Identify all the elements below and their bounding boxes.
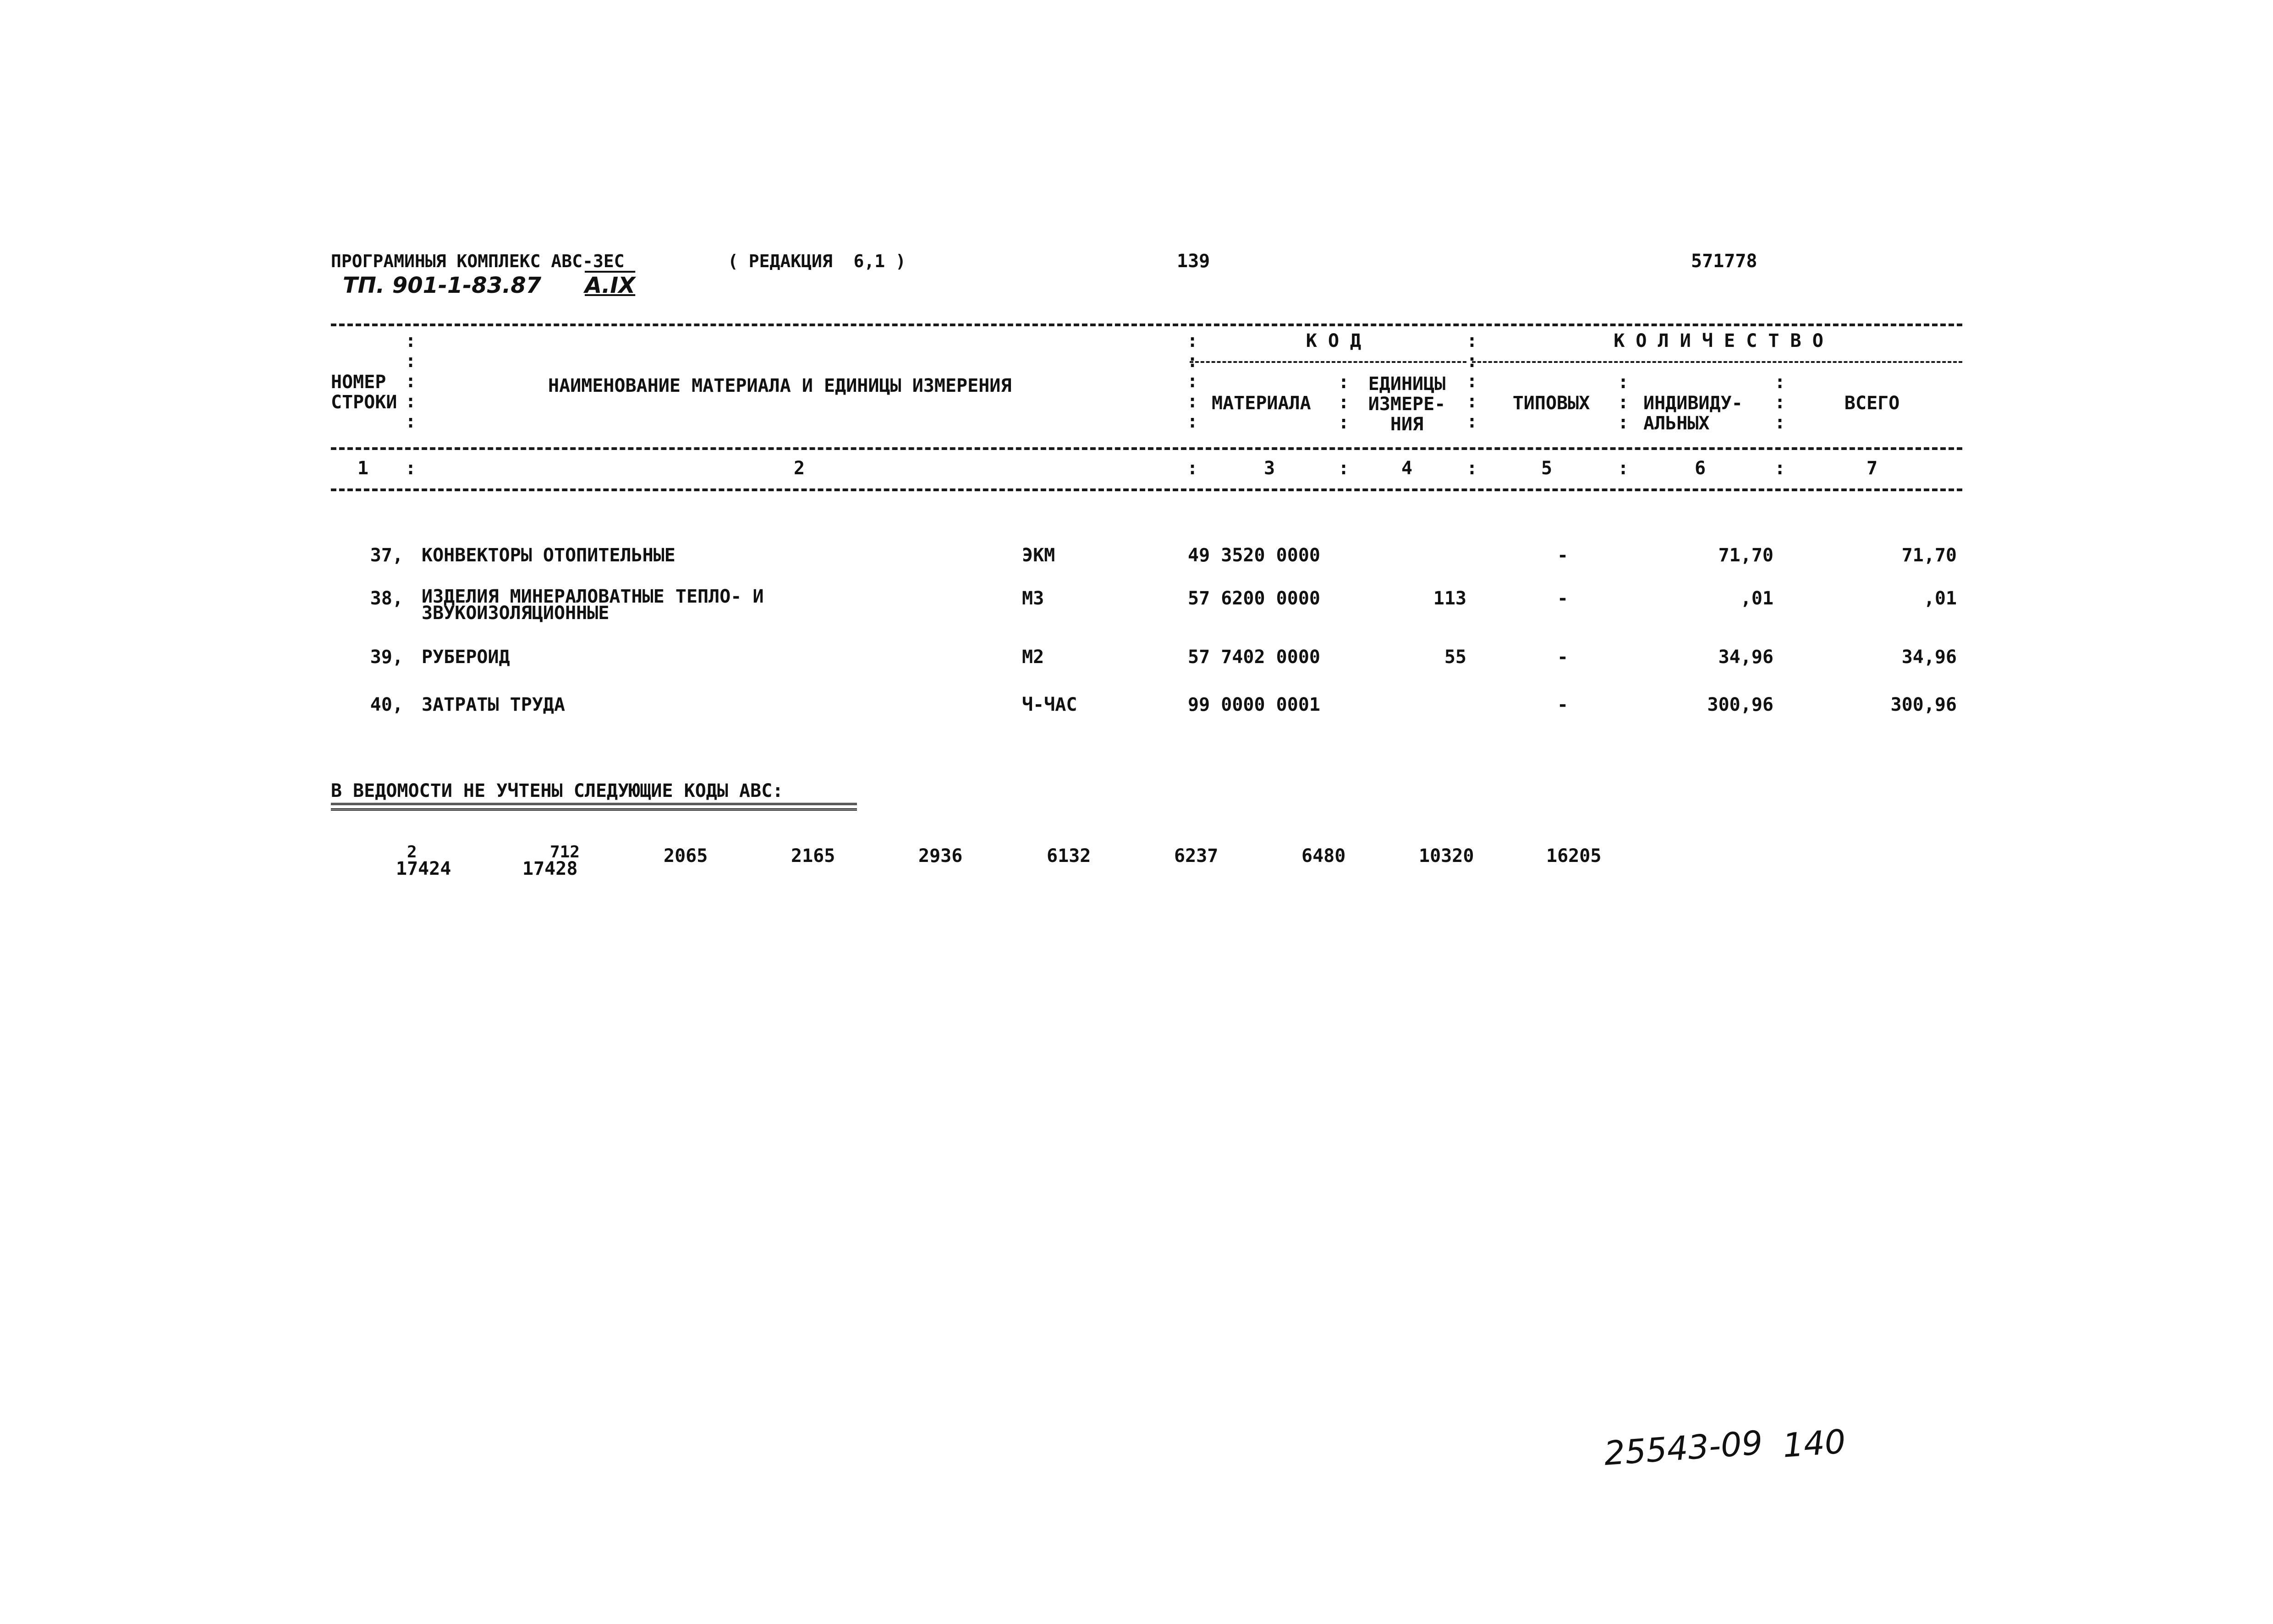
row-unit-code: 55 (1444, 647, 1466, 668)
sep-col1: : : : : : (405, 330, 417, 432)
col-number: 3 (1263, 458, 1275, 479)
code-item: 2936 (918, 845, 963, 867)
row-qty-total: 34,96 (1901, 647, 1957, 668)
row-qty-total: 300,96 (1890, 694, 1957, 715)
row-unit: М3 (1022, 588, 1044, 609)
col-number: 5 (1541, 458, 1553, 479)
col-number: 4 (1401, 458, 1413, 479)
col-numbers-bottom-rule (331, 488, 1962, 491)
col-number: 2 (793, 458, 805, 479)
code-item: 10320 (1419, 845, 1474, 867)
sep-num-4: : (1466, 458, 1478, 479)
row-material-code: 99 0000 0001 (1188, 694, 1320, 715)
row-unit-code: 113 (1433, 588, 1466, 609)
row-unit: ЭКМ (1022, 545, 1055, 566)
sep-num-3: : (1338, 458, 1350, 479)
edition-label: ( РЕДАКЦИЯ 6,1 ) (728, 251, 906, 271)
code-item: 6237 (1174, 845, 1219, 867)
row-qty-typical: - (1557, 647, 1569, 668)
code-item: 2065 (664, 845, 708, 867)
qty-group-rule (1472, 361, 1962, 363)
row-qty-total: 71,70 (1901, 545, 1957, 566)
title-double-rule (331, 803, 857, 805)
sep-num-6: : (1774, 458, 1786, 479)
header-bottom-rule (331, 447, 1962, 450)
sep-num-1: : (405, 458, 417, 479)
code-group-rule (1190, 361, 1466, 363)
sep-col2: : : : : : (1187, 330, 1198, 432)
title-double-rule-2 (331, 808, 857, 811)
row-number: 40, (370, 694, 403, 715)
header-qty-group: К О Л И Ч Е С Т В О (1614, 330, 1823, 351)
page-number: 139 (1177, 251, 1210, 272)
document-code: 571778 (1691, 251, 1757, 272)
row-number: 38, (370, 588, 403, 609)
sep-col3: : : : (1338, 372, 1350, 433)
sep-num-2: : (1187, 458, 1198, 479)
table-top-rule (331, 324, 1962, 326)
row-qty-total: ,01 (1923, 588, 1957, 609)
row-material-code: 49 3520 0000 (1188, 545, 1320, 566)
col-number: 6 (1694, 458, 1706, 479)
header-name: НАИМЕНОВАНИЕ МАТЕРИАЛА И ЕДИНИЦЫ ИЗМЕРЕНИЯ (548, 375, 1012, 396)
unaccounted-title: В ВЕДОМОСТИ НЕ УЧТЕНЫ СЛЕДУЮЩИЕ КОДЫ АВС: (331, 780, 784, 801)
code-item: 16205 (1546, 845, 1602, 867)
row-qty-typical: - (1557, 694, 1569, 715)
row-name: ИЗДЕЛИЯ МИНЕРАЛОВАТНЫЕ ТЕПЛО- И ЗВУКОИЗОЛЯЦИОННЫЕ (422, 586, 764, 624)
header-code-group: К О Д (1306, 330, 1362, 351)
archive-stamp: 25543-09 (1603, 1423, 1764, 1473)
header-code-material: МАТЕРИАЛА (1212, 393, 1311, 414)
header-qty-total: ВСЕГО (1844, 393, 1900, 414)
row-name: КОНВЕКТОРЫ ОТОПИТЕЛЬНЫЕ (422, 545, 675, 566)
row-material-code: 57 7402 0000 (1188, 647, 1320, 668)
row-qty-individual: ,01 (1740, 588, 1773, 609)
handwritten-page-number: 140 (1781, 1422, 1847, 1465)
row-qty-individual: 71,70 (1718, 545, 1773, 566)
code-item: 2165 (791, 845, 835, 867)
row-material-code: 57 6200 0000 (1188, 588, 1320, 609)
header-qty-individual: ИНДИВИДУ- АЛЬНЫХ (1643, 393, 1743, 434)
row-qty-individual: 300,96 (1707, 694, 1773, 715)
row-name: ЗАТРАТЫ ТРУДА (422, 694, 566, 715)
row-qty-individual: 34,96 (1718, 647, 1773, 668)
sep-col5: : : : (1618, 372, 1629, 433)
header-qty-typical: ТИПОВЫХ (1512, 393, 1590, 414)
col-number: 7 (1866, 458, 1878, 479)
row-number: 39, (370, 647, 403, 668)
row-qty-typical: - (1557, 545, 1569, 566)
code-item: 6132 (1047, 845, 1091, 867)
row-unit: Ч-ЧАС (1022, 694, 1077, 715)
header-row-number: НОМЕР СТРОКИ (331, 372, 397, 413)
sep-num-5: : (1618, 458, 1629, 479)
sep-col4: : : : : : (1466, 330, 1478, 432)
code-item: 17424 (396, 858, 451, 879)
row-qty-typical: - (1557, 588, 1569, 609)
col-number: 1 (357, 458, 369, 479)
album-number: А.IX (585, 273, 636, 298)
row-number: 37, (370, 545, 403, 566)
sep-col6: : : : (1774, 372, 1786, 433)
code-item: 6480 (1301, 845, 1346, 867)
program-title: ПРОГРАМИНЫЯ КОМПЛЕКС АВС-ЗЕС (331, 251, 625, 271)
row-unit: М2 (1022, 647, 1044, 668)
row-name: РУБЕРОИД (422, 647, 510, 668)
code-superscript: 712 (550, 843, 580, 861)
header-code-unit: ЕДИНИЦЫ ИЗМЕРЕ- НИЯ (1368, 373, 1446, 435)
code-item: 17428 (522, 858, 578, 879)
project-number: ТП. 901-1-83.87 (343, 273, 542, 298)
code-superscript: 2 (407, 843, 417, 861)
